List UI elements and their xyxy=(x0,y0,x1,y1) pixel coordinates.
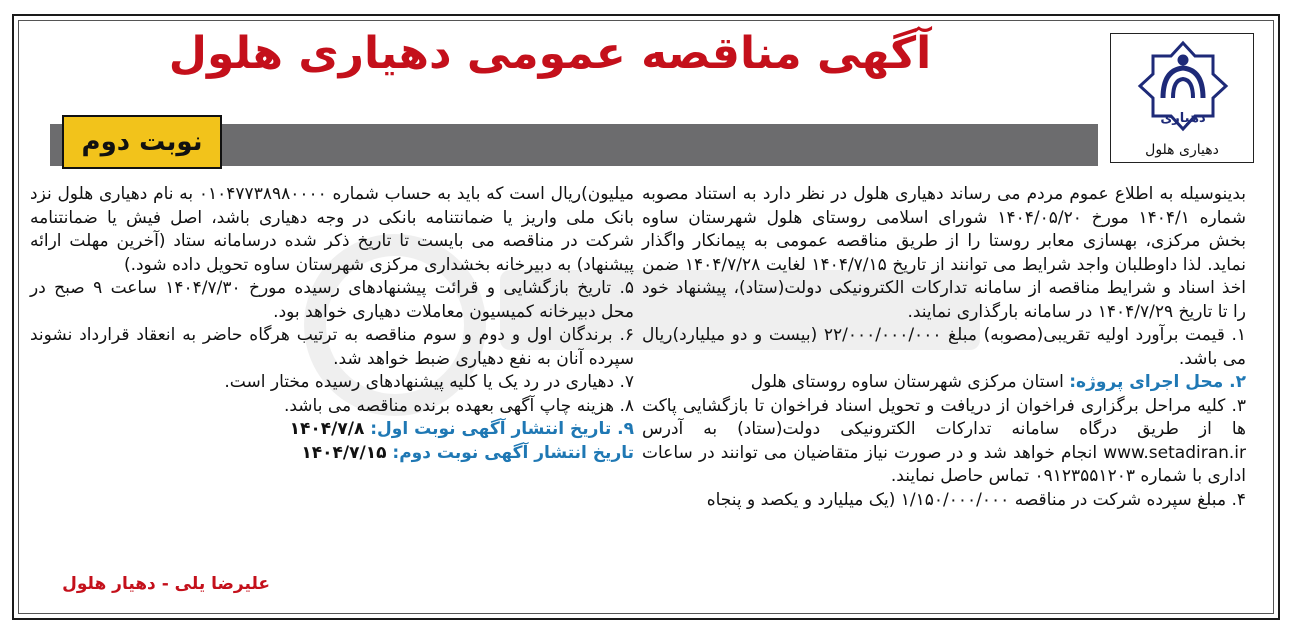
item-9b xyxy=(30,442,634,466)
item-5: ۵. تاریخ بازگشایی و قرائت پیشنهادهای رسیده مورخ ۱۴۰۴/۷/۳۰ ساعت ۹ صبح در محل دبیرخانه کمیسیون معاملات دهیاری خواهد بود. xyxy=(30,278,634,322)
signature: علیرضا یلی - دهیار هلول xyxy=(62,574,270,594)
logo-caption: دهیاری هلول xyxy=(1145,142,1219,158)
svg-text:دهیاری: دهیاری xyxy=(1160,111,1206,126)
dehyari-emblem-icon xyxy=(1137,40,1229,132)
round-badge: نوبت دوم xyxy=(62,115,222,169)
item-2-text: استان مرکزی شهرستان ساوه روستای هلول xyxy=(750,372,1070,392)
item-9 xyxy=(30,418,634,442)
item-2-label: ۲. محل اجرای پروژه: xyxy=(1069,372,1246,392)
right-column xyxy=(642,183,1246,512)
item-9-value: ۱۴۰۴/۷/۸ xyxy=(289,419,371,439)
left-column xyxy=(30,183,634,465)
item-2 xyxy=(642,371,1246,395)
item-3: ۳. کلیه مراحل برگزاری فراخوان از دریافت و تحویل اسناد فراخوان تا بازگشایی پاکت ها از طریق درگاه سامانه تدارکات الکترونیکی دولت(ستاد) به آدرس www.setadiran.ir انجام خواهد شد و در صورت نیاز متقاضیان می توانند در ساعات اداری با شماره ۰۹۱۲۳۵۵۱۲۰۳ تماس حاصل نمایند. xyxy=(642,395,1246,486)
item-8: ۸. هزینه چاپ آگهی بعهده برنده مناقصه می باشد. xyxy=(283,395,634,416)
item-9b-label: تاریخ انتشار آگهی نوبت دوم: xyxy=(392,442,634,463)
logo-box xyxy=(1110,33,1254,163)
page-title: آگهی مناقصه عمومی دهیاری هلول xyxy=(168,28,932,79)
item-9-label: ۹. تاریخ انتشار آگهی نوبت اول: xyxy=(370,419,634,439)
item-4-start: ۴. مبلغ سپرده شرکت در مناقصه ۱/۱۵۰/۰۰۰/۰۰۰ (یک میلیارد و یکصد و پنجاه xyxy=(706,489,1246,510)
item-1: ۱. قیمت برآورد اولیه تقریبی(مصوبه) مبلغ ۲۲/۰۰۰/۰۰۰/۰۰۰ (بیست و دو میلیارد)ریال می باشد. xyxy=(642,325,1246,369)
item-9b-value: ۱۴۰۴/۷/۱۵ xyxy=(301,442,393,463)
item-7: ۷. دهیاری در رد یک یا کلیه پیشنهادهای رسیده مختار است. xyxy=(224,372,634,392)
intro-paragraph: بدینوسیله به اطلاع عموم مردم می رساند دهیاری هلول در نظر دارد به استناد مصوبه شماره ۱۴۰۴/۱ مورخ ۱۴۰۴/۰۵/۲۰ شورای اسلامی روستای هلول شهرستان ساوه بخش مرکزی، بهسازی معابر روستا را از طریق مناقصه عمومی به پیمانکار واگذار نماید. لذا داوطلبان واجد شرایط می توانند از تاریخ ۱۴۰۴/۷/۱۵ لغایت ۱۴۰۴/۷/۲۸ ضمن اخذ اسناد و شرایط مناقصه از سامانه تدارکات الکترونیکی دولت(ستاد)، پیشنهاد خود را تا تاریخ ۱۴۰۴/۷/۲۹ در سامانه بارگذاری نمایند. xyxy=(642,184,1247,322)
item-4-continued: میلیون)ریال است که باید به حساب شماره ۰۱۰۴۷۷۳۸۹۸۰۰۰۰ به نام دهیاری هلول نزد بانک ملی واریز یا ضمانتنامه بانکی در وجه دهیاری باشد، اصل فیش یا ضمانتنامه شرکت در مناقصه می بایست تا تاریخ ذکر شده درسامانه ستاد (آخرین مهلت ارائه پیشنهاد) به دبیرخانه بخشداری مرکزی شهرستان ساوه تحویل داده شود.) xyxy=(30,184,634,275)
item-6: ۶. برندگان اول و دوم و سوم مناقصه به ترتیب هرگاه حاضر به انعقاد قرارداد نشوند سپرده آنان به نفع دهیاری ضبط خواهد شد. xyxy=(30,325,634,369)
